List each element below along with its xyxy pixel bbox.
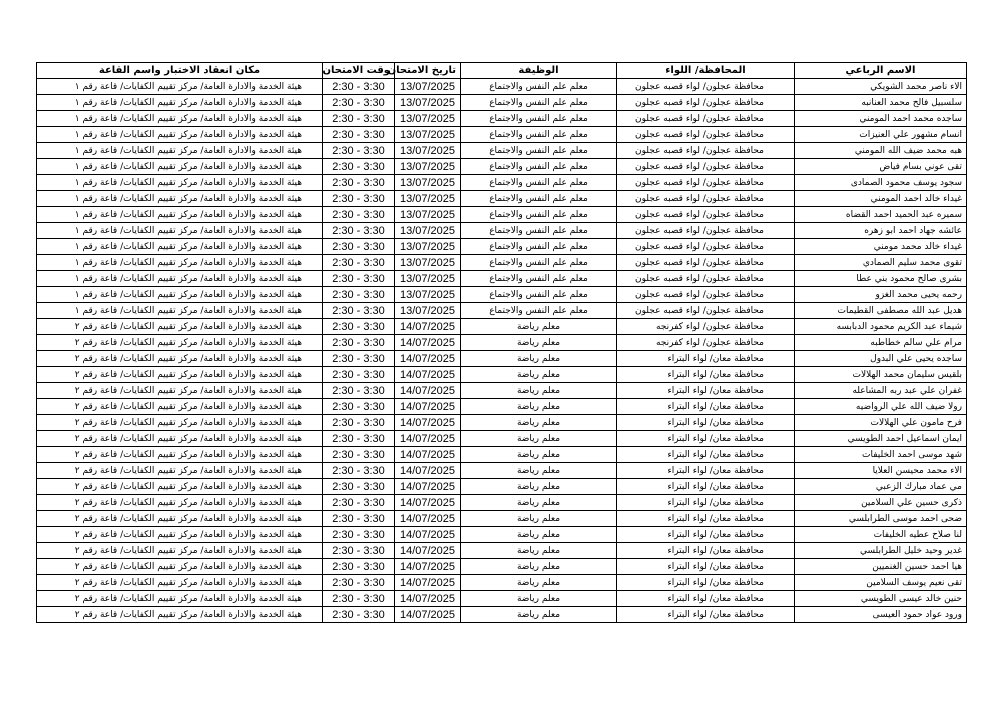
table-row	[37, 383, 967, 399]
table-row	[37, 431, 967, 447]
cell-date: 13/07/2025	[395, 191, 461, 207]
cell-place: هيئة الخدمة والادارة العامة/ مركز تقييم الكفايات/ قاعة رقم ٢	[37, 415, 323, 431]
cell-governorate: محافظة معان/ لواء البتراء	[617, 383, 795, 399]
cell-governorate: محافظة عجلون/ لواء قصبه عجلون	[617, 143, 795, 159]
table-row	[37, 319, 967, 335]
cell-name: شيماء عبد الكريم محمود الدبابسه	[795, 319, 967, 335]
cell-governorate: محافظة معان/ لواء البتراء	[617, 463, 795, 479]
cell-name: مرام علي سالم خطاطبه	[795, 335, 967, 351]
cell-date: 13/07/2025	[395, 143, 461, 159]
cell-place: هيئة الخدمة والادارة العامة/ مركز تقييم الكفايات/ قاعة رقم ١	[37, 255, 323, 271]
cell-name: ساجده يحيى علي البدول	[795, 351, 967, 367]
cell-place: هيئة الخدمة والادارة العامة/ مركز تقييم الكفايات/ قاعة رقم ٢	[37, 495, 323, 511]
cell-governorate: محافظة معان/ لواء البتراء	[617, 527, 795, 543]
cell-job: معلم رياضة	[461, 415, 617, 431]
cell-governorate: محافظة معان/ لواء البتراء	[617, 495, 795, 511]
exam-schedule-sheet	[36, 62, 966, 623]
cell-name: ورود عواد حمود العيسى	[795, 607, 967, 623]
table-row	[37, 559, 967, 575]
table-row	[37, 159, 967, 175]
cell-date: 14/07/2025	[395, 447, 461, 463]
cell-job: معلم علم النفس والاجتماع	[461, 175, 617, 191]
table-row	[37, 111, 967, 127]
cell-job: معلم رياضة	[461, 367, 617, 383]
cell-name: حنين خالد عيسى الطويسي	[795, 591, 967, 607]
table-row	[37, 575, 967, 591]
cell-place: هيئة الخدمة والادارة العامة/ مركز تقييم الكفايات/ قاعة رقم ٢	[37, 479, 323, 495]
cell-time: 2:30 - 3:30	[323, 111, 395, 127]
cell-name: سلسبيل فالح محمد العنانبه	[795, 95, 967, 111]
cell-place: هيئة الخدمة والادارة العامة/ مركز تقييم الكفايات/ قاعة رقم ١	[37, 111, 323, 127]
cell-job: معلم علم النفس والاجتماع	[461, 191, 617, 207]
cell-governorate: محافظة عجلون/ لواء قصبه عجلون	[617, 175, 795, 191]
cell-job: معلم رياضة	[461, 319, 617, 335]
cell-name: تقى عوني بسام فياض	[795, 159, 967, 175]
cell-time: 2:30 - 3:30	[323, 207, 395, 223]
cell-date: 13/07/2025	[395, 255, 461, 271]
cell-time: 2:30 - 3:30	[323, 431, 395, 447]
cell-name: فرح مامون علي الهلالات	[795, 415, 967, 431]
cell-governorate: محافظة عجلون/ لواء كفرنجه	[617, 319, 795, 335]
cell-time: 2:30 - 3:30	[323, 239, 395, 255]
cell-date: 14/07/2025	[395, 479, 461, 495]
table-row	[37, 191, 967, 207]
cell-name: هبه محمد ضيف الله المومني	[795, 143, 967, 159]
cell-date: 13/07/2025	[395, 79, 461, 95]
table-row	[37, 175, 967, 191]
cell-time: 2:30 - 3:30	[323, 463, 395, 479]
table-row	[37, 447, 967, 463]
cell-date: 14/07/2025	[395, 511, 461, 527]
cell-date: 14/07/2025	[395, 351, 461, 367]
cell-time: 2:30 - 3:30	[323, 95, 395, 111]
table-row	[37, 399, 967, 415]
cell-date: 14/07/2025	[395, 399, 461, 415]
cell-name: بلقيس سليمان محمد الهلالات	[795, 367, 967, 383]
cell-time: 2:30 - 3:30	[323, 127, 395, 143]
cell-job: معلم علم النفس والاجتماع	[461, 287, 617, 303]
cell-time: 2:30 - 3:30	[323, 367, 395, 383]
cell-place: هيئة الخدمة والادارة العامة/ مركز تقييم الكفايات/ قاعة رقم ١	[37, 127, 323, 143]
cell-governorate: محافظة معان/ لواء البتراء	[617, 351, 795, 367]
cell-name: شهد موسى احمد الخليفات	[795, 447, 967, 463]
cell-name: الاء ناصر محمد الشويكي	[795, 79, 967, 95]
cell-name: غفران علي عبد ربه المشاعله	[795, 383, 967, 399]
cell-place: هيئة الخدمة والادارة العامة/ مركز تقييم الكفايات/ قاعة رقم ١	[37, 79, 323, 95]
cell-job: معلم علم النفس والاجتماع	[461, 111, 617, 127]
table-row	[37, 303, 967, 319]
cell-job: معلم رياضة	[461, 335, 617, 351]
header-job: الوظيفة	[461, 63, 617, 79]
exam-schedule-table	[36, 62, 967, 623]
cell-time: 2:30 - 3:30	[323, 575, 395, 591]
cell-governorate: محافظة عجلون/ لواء قصبه عجلون	[617, 255, 795, 271]
cell-governorate: محافظة عجلون/ لواء قصبه عجلون	[617, 111, 795, 127]
cell-place: هيئة الخدمة والادارة العامة/ مركز تقييم الكفايات/ قاعة رقم ٢	[37, 447, 323, 463]
cell-date: 14/07/2025	[395, 575, 461, 591]
table-row	[37, 463, 967, 479]
cell-job: معلم رياضة	[461, 607, 617, 623]
cell-governorate: محافظة عجلون/ لواء قصبه عجلون	[617, 159, 795, 175]
header-place: مكان انعقاد الاختبار واسم القاعة	[37, 63, 323, 79]
cell-date: 13/07/2025	[395, 303, 461, 319]
cell-place: هيئة الخدمة والادارة العامة/ مركز تقييم الكفايات/ قاعة رقم ٢	[37, 383, 323, 399]
cell-governorate: محافظة معان/ لواء البتراء	[617, 607, 795, 623]
cell-place: هيئة الخدمة والادارة العامة/ مركز تقييم الكفايات/ قاعة رقم ٢	[37, 607, 323, 623]
cell-date: 14/07/2025	[395, 559, 461, 575]
cell-place: هيئة الخدمة والادارة العامة/ مركز تقييم الكفايات/ قاعة رقم ١	[37, 175, 323, 191]
cell-place: هيئة الخدمة والادارة العامة/ مركز تقييم الكفايات/ قاعة رقم ١	[37, 271, 323, 287]
cell-time: 2:30 - 3:30	[323, 543, 395, 559]
cell-governorate: محافظة عجلون/ لواء قصبه عجلون	[617, 303, 795, 319]
cell-name: ساجده محمد احمد المومني	[795, 111, 967, 127]
cell-governorate: محافظة معان/ لواء البتراء	[617, 511, 795, 527]
cell-time: 2:30 - 3:30	[323, 479, 395, 495]
cell-governorate: محافظة عجلون/ لواء قصبه عجلون	[617, 127, 795, 143]
cell-time: 2:30 - 3:30	[323, 527, 395, 543]
cell-place: هيئة الخدمة والادارة العامة/ مركز تقييم الكفايات/ قاعة رقم ٢	[37, 367, 323, 383]
table-row	[37, 543, 967, 559]
cell-job: معلم رياضة	[461, 591, 617, 607]
cell-governorate: محافظة معان/ لواء البتراء	[617, 575, 795, 591]
cell-job: معلم علم النفس والاجتماع	[461, 79, 617, 95]
cell-time: 2:30 - 3:30	[323, 415, 395, 431]
cell-name: سميره عبد الحميد احمد القضاه	[795, 207, 967, 223]
cell-date: 13/07/2025	[395, 111, 461, 127]
cell-date: 14/07/2025	[395, 591, 461, 607]
cell-job: معلم رياضة	[461, 575, 617, 591]
table-row	[37, 95, 967, 111]
cell-name: تقى نعيم يوسف السلامين	[795, 575, 967, 591]
cell-governorate: محافظة معان/ لواء البتراء	[617, 415, 795, 431]
cell-time: 2:30 - 3:30	[323, 159, 395, 175]
cell-place: هيئة الخدمة والادارة العامة/ مركز تقييم الكفايات/ قاعة رقم ٢	[37, 463, 323, 479]
cell-time: 2:30 - 3:30	[323, 591, 395, 607]
cell-time: 2:30 - 3:30	[323, 79, 395, 95]
cell-job: معلم علم النفس والاجتماع	[461, 127, 617, 143]
cell-time: 2:30 - 3:30	[323, 399, 395, 415]
table-row	[37, 207, 967, 223]
cell-name: هديل عبد الله مصطفى القطيمات	[795, 303, 967, 319]
cell-job: معلم رياضة	[461, 479, 617, 495]
cell-date: 14/07/2025	[395, 527, 461, 543]
cell-name: ايمان اسماعيل احمد الطويسي	[795, 431, 967, 447]
cell-job: معلم علم النفس والاجتماع	[461, 95, 617, 111]
cell-place: هيئة الخدمة والادارة العامة/ مركز تقييم الكفايات/ قاعة رقم ١	[37, 207, 323, 223]
table-row	[37, 367, 967, 383]
cell-place: هيئة الخدمة والادارة العامة/ مركز تقييم الكفايات/ قاعة رقم ٢	[37, 351, 323, 367]
table-row	[37, 511, 967, 527]
cell-time: 2:30 - 3:30	[323, 175, 395, 191]
cell-name: غيداء خالد محمد مومني	[795, 239, 967, 255]
table-body	[37, 79, 967, 623]
table-row	[37, 415, 967, 431]
header-time: وقت الامتحان	[323, 63, 395, 79]
cell-date: 14/07/2025	[395, 319, 461, 335]
cell-job: معلم رياضة	[461, 447, 617, 463]
cell-place: هيئة الخدمة والادارة العامة/ مركز تقييم الكفايات/ قاعة رقم ٢	[37, 591, 323, 607]
cell-name: غدير وحيد خليل الطرابلسي	[795, 543, 967, 559]
cell-governorate: محافظة عجلون/ لواء قصبه عجلون	[617, 207, 795, 223]
cell-name: تقوى محمد سليم الصمادي	[795, 255, 967, 271]
cell-date: 13/07/2025	[395, 127, 461, 143]
table-row	[37, 479, 967, 495]
cell-name: مي عماد مبارك الزعبي	[795, 479, 967, 495]
cell-date: 13/07/2025	[395, 159, 461, 175]
table-row	[37, 335, 967, 351]
cell-date: 13/07/2025	[395, 287, 461, 303]
header-row	[37, 63, 967, 79]
cell-job: معلم علم النفس والاجتماع	[461, 303, 617, 319]
cell-job: معلم علم النفس والاجتماع	[461, 207, 617, 223]
cell-time: 2:30 - 3:30	[323, 255, 395, 271]
cell-governorate: محافظة معان/ لواء البتراء	[617, 591, 795, 607]
cell-place: هيئة الخدمة والادارة العامة/ مركز تقييم الكفايات/ قاعة رقم ١	[37, 159, 323, 175]
cell-name: انسام مشهور علي العنيزات	[795, 127, 967, 143]
cell-date: 14/07/2025	[395, 415, 461, 431]
cell-time: 2:30 - 3:30	[323, 287, 395, 303]
cell-name: رولا ضيف الله علي الرواضيه	[795, 399, 967, 415]
cell-name: عائشه جهاد احمد ابو زهره	[795, 223, 967, 239]
cell-place: هيئة الخدمة والادارة العامة/ مركز تقييم الكفايات/ قاعة رقم ١	[37, 143, 323, 159]
cell-time: 2:30 - 3:30	[323, 447, 395, 463]
cell-governorate: محافظة معان/ لواء البتراء	[617, 543, 795, 559]
header-date: تاريخ الامتحان	[395, 63, 461, 79]
cell-time: 2:30 - 3:30	[323, 559, 395, 575]
cell-job: معلم رياضة	[461, 511, 617, 527]
cell-name: لنا صلاح عطيه الخليفات	[795, 527, 967, 543]
cell-job: معلم رياضة	[461, 399, 617, 415]
cell-job: معلم رياضة	[461, 495, 617, 511]
table-row	[37, 239, 967, 255]
cell-date: 14/07/2025	[395, 463, 461, 479]
cell-job: معلم علم النفس والاجتماع	[461, 159, 617, 175]
cell-job: معلم رياضة	[461, 559, 617, 575]
cell-time: 2:30 - 3:30	[323, 335, 395, 351]
table-row	[37, 255, 967, 271]
cell-job: معلم رياضة	[461, 383, 617, 399]
cell-job: معلم رياضة	[461, 351, 617, 367]
cell-time: 2:30 - 3:30	[323, 495, 395, 511]
cell-date: 13/07/2025	[395, 207, 461, 223]
cell-governorate: محافظة معان/ لواء البتراء	[617, 367, 795, 383]
cell-place: هيئة الخدمة والادارة العامة/ مركز تقييم الكفايات/ قاعة رقم ٢	[37, 543, 323, 559]
cell-governorate: محافظة معان/ لواء البتراء	[617, 447, 795, 463]
cell-job: معلم رياضة	[461, 431, 617, 447]
cell-date: 14/07/2025	[395, 607, 461, 623]
cell-date: 14/07/2025	[395, 367, 461, 383]
cell-job: معلم رياضة	[461, 527, 617, 543]
cell-date: 13/07/2025	[395, 239, 461, 255]
cell-date: 14/07/2025	[395, 495, 461, 511]
cell-place: هيئة الخدمة والادارة العامة/ مركز تقييم الكفايات/ قاعة رقم ٢	[37, 399, 323, 415]
header-name: الاسم الرباعي	[795, 63, 967, 79]
cell-governorate: محافظة عجلون/ لواء قصبه عجلون	[617, 191, 795, 207]
cell-date: 14/07/2025	[395, 543, 461, 559]
header-governorate: المحافظة/ اللواء	[617, 63, 795, 79]
cell-place: هيئة الخدمة والادارة العامة/ مركز تقييم الكفايات/ قاعة رقم ١	[37, 95, 323, 111]
cell-governorate: محافظة معان/ لواء البتراء	[617, 559, 795, 575]
table-row	[37, 79, 967, 95]
cell-date: 13/07/2025	[395, 271, 461, 287]
table-row	[37, 143, 967, 159]
cell-date: 14/07/2025	[395, 431, 461, 447]
cell-job: معلم رياضة	[461, 543, 617, 559]
cell-governorate: محافظة عجلون/ لواء قصبه عجلون	[617, 271, 795, 287]
cell-place: هيئة الخدمة والادارة العامة/ مركز تقييم الكفايات/ قاعة رقم ١	[37, 191, 323, 207]
cell-time: 2:30 - 3:30	[323, 511, 395, 527]
table-row	[37, 607, 967, 623]
cell-governorate: محافظة عجلون/ لواء قصبه عجلون	[617, 95, 795, 111]
table-row	[37, 223, 967, 239]
cell-date: 13/07/2025	[395, 175, 461, 191]
cell-time: 2:30 - 3:30	[323, 351, 395, 367]
cell-place: هيئة الخدمة والادارة العامة/ مركز تقييم الكفايات/ قاعة رقم ٢	[37, 511, 323, 527]
cell-place: هيئة الخدمة والادارة العامة/ مركز تقييم الكفايات/ قاعة رقم ٢	[37, 527, 323, 543]
cell-governorate: محافظة عجلون/ لواء قصبه عجلون	[617, 79, 795, 95]
cell-time: 2:30 - 3:30	[323, 143, 395, 159]
cell-governorate: محافظة معان/ لواء البتراء	[617, 479, 795, 495]
cell-job: معلم علم النفس والاجتماع	[461, 143, 617, 159]
cell-place: هيئة الخدمة والادارة العامة/ مركز تقييم الكفايات/ قاعة رقم ٢	[37, 335, 323, 351]
cell-name: ضحى احمد موسى الطرابلسي	[795, 511, 967, 527]
cell-place: هيئة الخدمة والادارة العامة/ مركز تقييم الكفايات/ قاعة رقم ٢	[37, 559, 323, 575]
cell-place: هيئة الخدمة والادارة العامة/ مركز تقييم الكفايات/ قاعة رقم ١	[37, 287, 323, 303]
cell-place: هيئة الخدمة والادارة العامة/ مركز تقييم الكفايات/ قاعة رقم ٢	[37, 431, 323, 447]
cell-place: هيئة الخدمة والادارة العامة/ مركز تقييم الكفايات/ قاعة رقم ١	[37, 239, 323, 255]
cell-place: هيئة الخدمة والادارة العامة/ مركز تقييم الكفايات/ قاعة رقم ١	[37, 223, 323, 239]
cell-place: هيئة الخدمة والادارة العامة/ مركز تقييم الكفايات/ قاعة رقم ٢	[37, 575, 323, 591]
cell-name: رحمه يحيى محمد الغزو	[795, 287, 967, 303]
cell-date: 13/07/2025	[395, 223, 461, 239]
cell-job: معلم علم النفس والاجتماع	[461, 271, 617, 287]
table-row	[37, 527, 967, 543]
cell-name: ذكرى حسين علي السلامين	[795, 495, 967, 511]
cell-governorate: محافظة معان/ لواء البتراء	[617, 431, 795, 447]
cell-time: 2:30 - 3:30	[323, 191, 395, 207]
cell-governorate: محافظة عجلون/ لواء كفرنجه	[617, 335, 795, 351]
cell-name: سجود يوسف محمود الصمادى	[795, 175, 967, 191]
cell-time: 2:30 - 3:30	[323, 303, 395, 319]
cell-time: 2:30 - 3:30	[323, 607, 395, 623]
table-row	[37, 591, 967, 607]
cell-governorate: محافظة معان/ لواء البتراء	[617, 399, 795, 415]
cell-job: معلم علم النفس والاجتماع	[461, 255, 617, 271]
cell-governorate: محافظة عجلون/ لواء قصبه عجلون	[617, 223, 795, 239]
cell-time: 2:30 - 3:30	[323, 271, 395, 287]
cell-name: بشرى صالح محمود بني عطا	[795, 271, 967, 287]
cell-time: 2:30 - 3:30	[323, 319, 395, 335]
table-row	[37, 271, 967, 287]
cell-date: 14/07/2025	[395, 383, 461, 399]
cell-name: الاء محمد محيسن العلايا	[795, 463, 967, 479]
cell-place: هيئة الخدمة والادارة العامة/ مركز تقييم الكفايات/ قاعة رقم ١	[37, 303, 323, 319]
cell-time: 2:30 - 3:30	[323, 223, 395, 239]
cell-governorate: محافظة عجلون/ لواء قصبه عجلون	[617, 287, 795, 303]
cell-time: 2:30 - 3:30	[323, 383, 395, 399]
table-row	[37, 127, 967, 143]
cell-name: غيداء خالد احمد المومني	[795, 191, 967, 207]
cell-date: 13/07/2025	[395, 95, 461, 111]
cell-place: هيئة الخدمة والادارة العامة/ مركز تقييم الكفايات/ قاعة رقم ٢	[37, 319, 323, 335]
table-row	[37, 495, 967, 511]
table-row	[37, 287, 967, 303]
cell-date: 14/07/2025	[395, 335, 461, 351]
cell-governorate: محافظة عجلون/ لواء قصبه عجلون	[617, 239, 795, 255]
table-row	[37, 351, 967, 367]
cell-job: معلم رياضة	[461, 463, 617, 479]
cell-job: معلم علم النفس والاجتماع	[461, 223, 617, 239]
cell-job: معلم علم النفس والاجتماع	[461, 239, 617, 255]
cell-name: هيا احمد حسين الغنميين	[795, 559, 967, 575]
